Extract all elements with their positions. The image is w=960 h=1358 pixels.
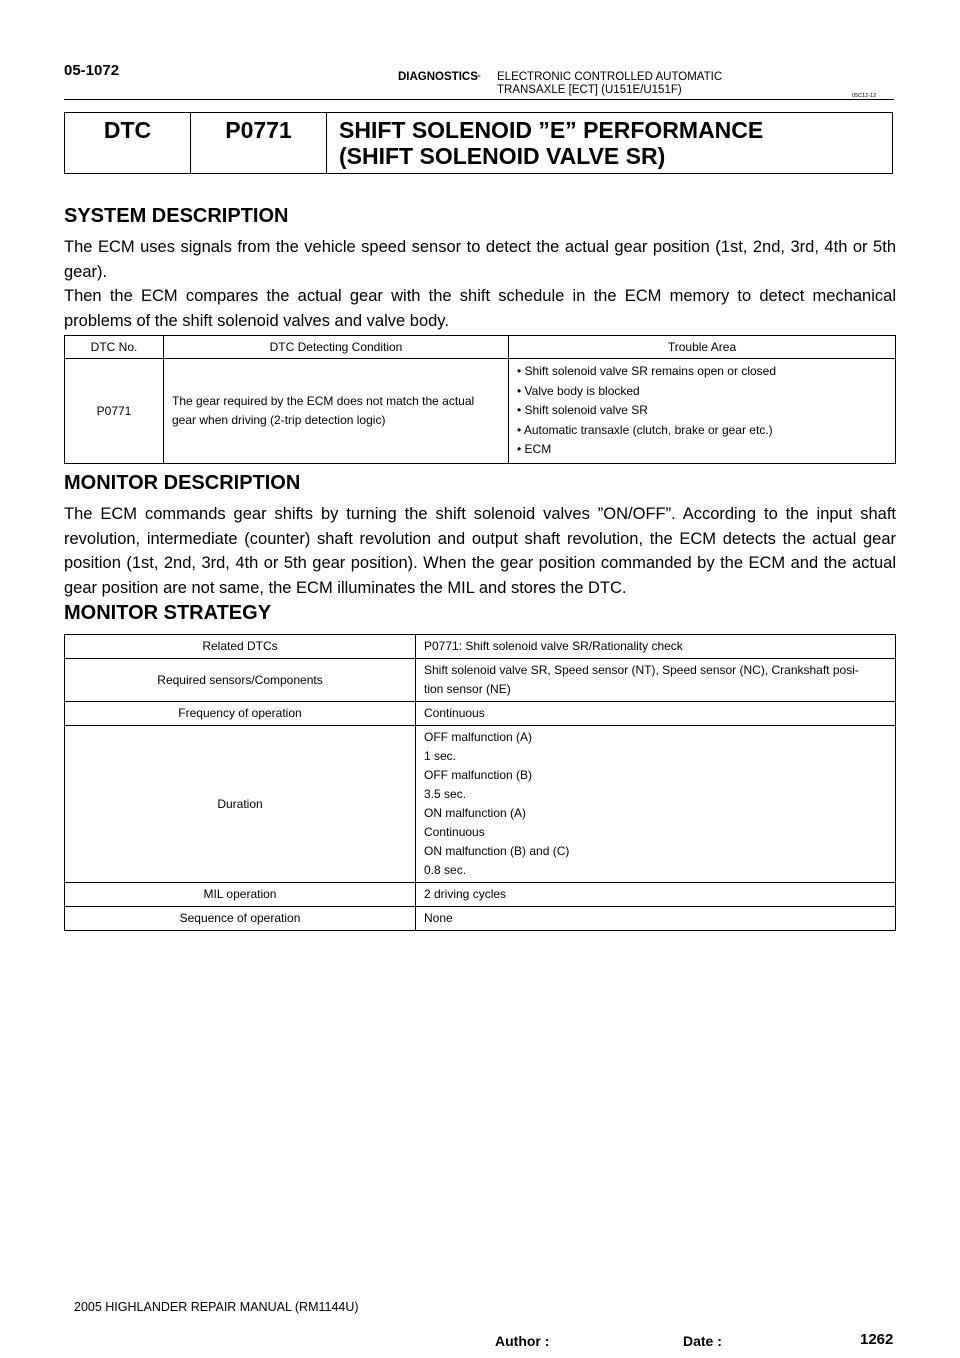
page-total-number: 1262 bbox=[860, 1331, 894, 1348]
strategy-key: Frequency of operation bbox=[65, 702, 416, 726]
strategy-value: Shift solenoid valve SR, Speed sensor (NT), Speed sensor (NC), Crankshaft posi- tion sensor (NE) bbox=[416, 659, 896, 702]
strategy-key: Required sensors/Components bbox=[65, 659, 416, 702]
system-description-heading: SYSTEM DESCRIPTION bbox=[64, 205, 289, 227]
date-label: Date : bbox=[683, 1333, 722, 1349]
strategy-key: Sequence of operation bbox=[65, 907, 416, 931]
dtc-title-box bbox=[64, 112, 893, 174]
strategy-value: P0771: Shift solenoid valve SR/Rationality check bbox=[416, 635, 896, 659]
trouble-area-item: • Shift solenoid valve SR remains open or closed bbox=[517, 364, 777, 378]
dtc-table-header: DTC Detecting Condition bbox=[164, 336, 509, 359]
header-section: DIAGNOSTICS bbox=[398, 71, 478, 83]
trouble-area-list bbox=[509, 359, 896, 464]
system-description-paragraph: The ECM uses signals from the vehicle speed sensor to detect the actual gear position (1st, 2nd, 3rd, 4th or 5th gear). bbox=[64, 238, 896, 281]
strategy-value: 2 driving cycles bbox=[416, 883, 896, 907]
dtc-title: SHIFT SOLENOID ”E” PERFORMANCE (SHIFT SOLENOID VALVE SR) bbox=[339, 117, 764, 169]
monitor-strategy-table bbox=[64, 634, 896, 931]
table-row bbox=[65, 726, 896, 883]
table-row bbox=[65, 702, 896, 726]
header-title: ELECTRONIC CONTROLLED AUTOMATIC TRANSAXLE [ECT] (U151E/U151F) bbox=[497, 71, 723, 96]
strategy-key: MIL operation bbox=[65, 883, 416, 907]
strategy-value: Continuous bbox=[416, 702, 896, 726]
monitor-description-heading: MONITOR DESCRIPTION bbox=[64, 472, 301, 494]
header-rule bbox=[64, 99, 894, 100]
table-row bbox=[65, 907, 896, 931]
dtc-code: P0771 bbox=[191, 113, 327, 173]
page-number: 05-1072 bbox=[64, 62, 120, 79]
dtc-table-header: Trouble Area bbox=[509, 336, 896, 359]
strategy-key: Related DTCs bbox=[65, 635, 416, 659]
system-description-text bbox=[64, 235, 896, 333]
strategy-key: Duration bbox=[65, 726, 416, 883]
dtc-table-header: DTC No. bbox=[65, 336, 164, 359]
dtc-number: P0771 bbox=[65, 359, 164, 464]
trouble-area-item: • Shift solenoid valve SR bbox=[517, 403, 648, 417]
table-row bbox=[65, 635, 896, 659]
strategy-value: OFF malfunction (A) 1 sec. OFF malfunction (B) 3.5 sec. ON malfunction (A) Continuous ON malfunction (B) and (C) 0.8 sec. bbox=[416, 726, 896, 883]
trouble-area-item: • ECM bbox=[517, 442, 552, 456]
system-description-paragraph: Then the ECM compares the actual gear with the shift schedule in the ECM memory to detect mechanical problems of the shift solenoid valves and valve body. bbox=[64, 287, 896, 330]
dtc-condition: The gear required by the ECM does not match the actual gear when driving (2-trip detection logic) bbox=[164, 359, 509, 464]
header-code: 05C12-12 bbox=[852, 93, 877, 99]
monitor-description-text: The ECM commands gear shifts by turning the shift solenoid valves ”ON/OFF”. According to the input shaft revolution, intermediate (counter) shaft revolution and output shaft revolution, the ECM detects the actual gear position (1st, 2nd, 3rd, 4th or 5th gear position). When the gear position commanded by the ECM and the actual gear position are not same, the ECM illuminates the MIL and stores the DTC. bbox=[64, 505, 896, 597]
manual-footer: 2005 HIGHLANDER REPAIR MANUAL (RM1144U) bbox=[74, 1300, 359, 1314]
trouble-area-item: • Automatic transaxle (clutch, brake or gear etc.) bbox=[517, 422, 773, 437]
header-dash: - bbox=[477, 70, 481, 82]
monitor-strategy-heading: MONITOR STRATEGY bbox=[64, 602, 272, 624]
dtc-table bbox=[64, 335, 896, 464]
trouble-area-item: • Valve body is blocked bbox=[517, 383, 640, 398]
table-row bbox=[65, 883, 896, 907]
table-row bbox=[65, 659, 896, 702]
strategy-value: None bbox=[416, 907, 896, 931]
author-label: Author : bbox=[495, 1333, 550, 1349]
dtc-label: DTC bbox=[65, 113, 191, 173]
